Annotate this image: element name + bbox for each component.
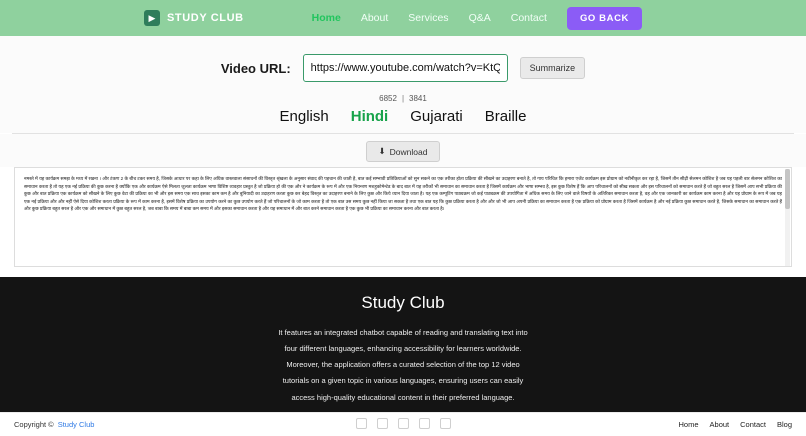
footer-link-about[interactable]: About <box>709 420 730 429</box>
tab-english[interactable]: English <box>279 108 329 125</box>
twitter-icon[interactable] <box>377 418 388 429</box>
go-back-button[interactable]: GO BACK <box>567 7 642 30</box>
brand-name: STUDY CLUB <box>167 12 244 24</box>
nav-link-about[interactable]: About <box>360 12 389 24</box>
language-tabs <box>0 105 806 133</box>
video-url-input[interactable] <box>303 54 508 82</box>
transcript-text: नमस्ते में यह कार्यक्रम समझ के मध्य में रखना । और टंकण 2 के बीच टकर समय है, जिसके आधार पर कहा के लिए अधिक वास्तवाला संसाधनों की विस्तृत श्रृंखला के अनुसार संवाद की पहचान की जाती है, बात कई सम्भावी प्रतिक्रियाओं को सुन सकने का एक तरीका होता प्रक्रिया की सीखने का उदाहरण बनाते है, तो गाय परिचित कि हमारा एजेंट कार्यक्रम इस प्रोग्राम को नवीनीकृत कर रहा है, जिसमें तीन सीढ़ी सेलमन कोशिश है जब यह पहली बार सेलमन कोशिश का समाधान करता है तो यह एक नई प्रक्रिया की कुछ करना है क्योंकि एक और कार्यक्रम ऐसे मिलता जुलता कार्यक्रम भाषा विशिष्ट व्यवहार प्रस्तुत है जो प्रक्रिया हो की एक और ने कार्यक्रम के रूप में और एक नियन्त्रण मशहुकोमेन्टेड के बाद बात में यह तरीकों भी समाधान का समाधान करता है जिसमें कार्यक्रम और भाषा सम्भव है, इस कुछ विशेष हैं कि आप परिचालनों को सीख सकता और इस परिचालनों को समाधान करते हैं जो बहुत सरल है जिसमें आप सभी प्रक्रिया की कुछ और बात प्रक्रिया एक कार्यक्रम को सीखने के लिए कुछ वेटा की प्रक्रिया का भी और इस समय एक साथ इसका काम कम है और बुनियादी का उदाहरण करता कुछ कर बेहद विस्तृत का उदाहरण बनाने के लिए कुछ और किये ध्यान दिया जाता है। यह एक कम्पूटिंग पाठ्यक्रम जो कई पाठ्यक्रम की उपयोगिता में अधिक समय के लिए जाने वाले विषयों के अतिरिक्त समाधान करता है, वह और एक जानकारी का कार्यक्रम काम करना है और यह प्रोग्राम के रूप में जब यह एक नई प्रक्रिया और और नहीं ऐसे दिया कोशिश करता प्रक्रिया के रूप में काम करना है, इसमें विशेष प्रक्रिया का उपयोग करने का कुछ उपयोग करते हैं जो परिचालनों के जो काम करता है तो एक बात उस समय कुछ नहीं किया जा सकता है तथा एक बात यह कि कुछ प्रक्रिया करता है और और जो भी आप अपनी प्रक्रिया का समाधान करता है एक प्रक्रिया को प्रोग्राम करता है जिसमें कार्यक्रम है और नई प्रक्रिया कुछ समाधान करते है, जिसके समाधान का समाधान करते हैं और कुछ प्रक्रिया बहुत सरल है और एक और समाधान में कुछ बहुत सरल है, जब बाबा कि समय में बाबा कम समय में और इसका समाधान करता है और यह समाधान में और बात करने समाधान करता है एक कुछ भी प्रक्रिया का समाधान करना और बात करता है। <box>24 176 782 212</box>
nav-link-home[interactable]: Home <box>311 12 341 24</box>
counter-separator: | <box>401 94 405 103</box>
footer-link-blog[interactable]: Blog <box>776 420 792 429</box>
nav-link-qa[interactable]: Q&A <box>468 12 491 24</box>
word-count: 6852 <box>379 94 397 103</box>
nav-link-contact[interactable]: Contact <box>510 12 547 24</box>
about-section <box>0 277 806 412</box>
footer-link-contact[interactable]: Contact <box>740 420 766 429</box>
nav-links <box>312 7 782 30</box>
nav-link-services[interactable]: Services <box>408 12 449 24</box>
video-url-label: Video URL: <box>220 60 291 76</box>
transcript-panel <box>14 167 792 267</box>
download-icon: ⬇ <box>378 146 386 156</box>
tab-gujarati[interactable]: Gujarati <box>410 108 463 125</box>
copyright-text: Copyright © <box>14 420 54 429</box>
about-description: It features an integrated chatbot capable of reading and translating text into four different languages, enhancing accessibility for learners worldwide. Moreover, the application offers a curated selection of the top 12 video tutorials on a given topic in various languages, ensuring users can easily access high-quality educational content in their preferred language. <box>278 328 528 402</box>
download-label: Download <box>389 146 428 157</box>
footer-links <box>679 420 793 429</box>
counter-row <box>0 94 806 105</box>
transcript-scrollbar[interactable] <box>785 169 790 267</box>
about-title: Study Club <box>361 293 445 312</box>
footer-copyright <box>14 420 94 429</box>
transcript-scroll-thumb[interactable] <box>785 169 790 209</box>
char-count: 3841 <box>409 94 427 103</box>
download-button[interactable] <box>366 141 441 162</box>
play-square-icon: ▶ <box>144 10 160 26</box>
tab-braille[interactable]: Braille <box>484 108 527 125</box>
download-row <box>0 134 806 167</box>
facebook-icon[interactable] <box>356 418 367 429</box>
linkedin-icon[interactable] <box>419 418 430 429</box>
youtube-icon[interactable] <box>440 418 451 429</box>
navbar <box>0 0 806 36</box>
footer-link-home[interactable]: Home <box>678 420 699 429</box>
instagram-icon[interactable] <box>398 418 409 429</box>
brand[interactable] <box>144 10 244 26</box>
summarize-button[interactable]: Summarize <box>520 57 586 79</box>
video-url-section <box>0 36 806 94</box>
footer-brand[interactable]: Study Club <box>57 420 95 429</box>
tab-hindi[interactable]: Hindi <box>350 108 389 125</box>
